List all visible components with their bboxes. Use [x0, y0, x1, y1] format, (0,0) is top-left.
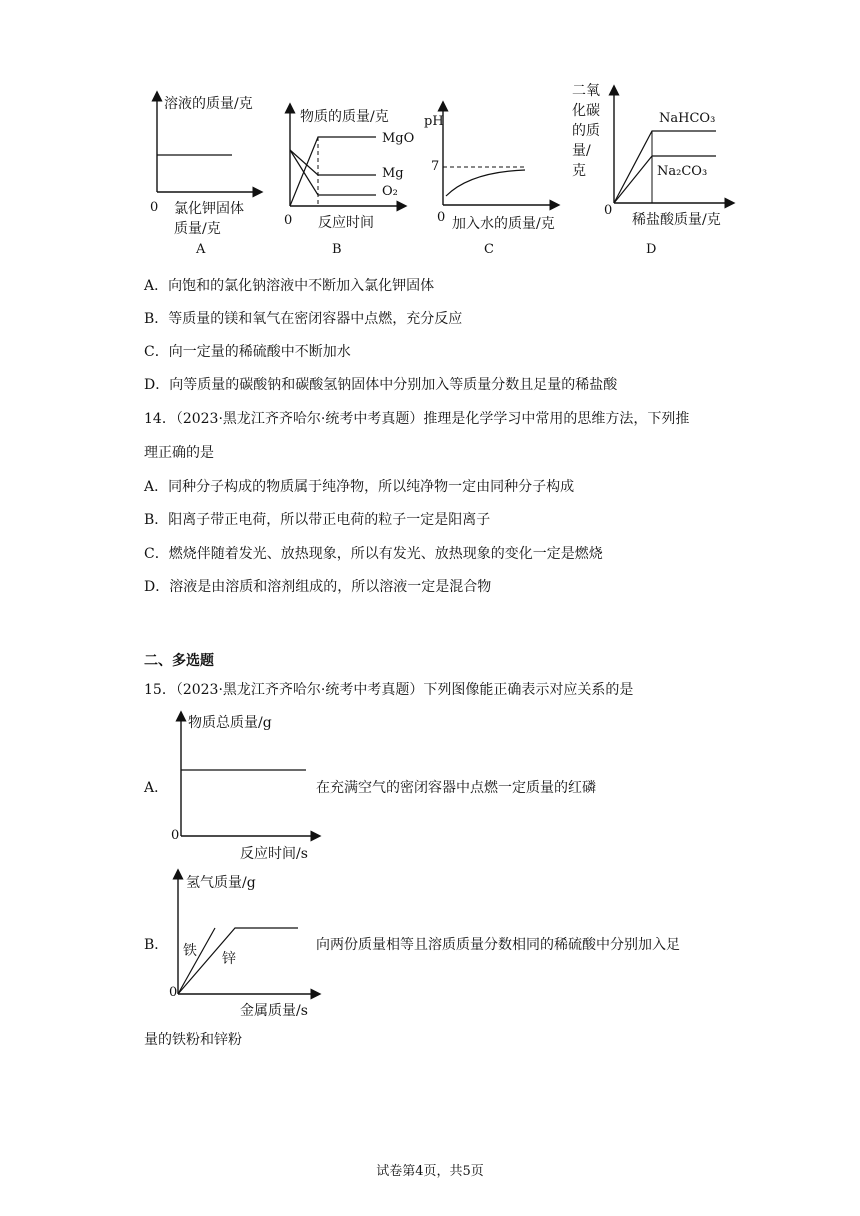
- figure-c-curve: [446, 170, 525, 196]
- figure-d-ylabel-2: 化碳: [572, 103, 600, 119]
- q15b-iron-label: 铁: [183, 943, 197, 959]
- figure-b-o2-curve: [290, 150, 376, 195]
- figure-a-xlabel-1: 氯化钾固体: [174, 201, 244, 217]
- q15-option-b-text-2: 量的铁粉和锌粉: [144, 1032, 242, 1048]
- figure-b-mg-label: Mg: [382, 166, 404, 181]
- q14-option-d: D．溶液是由溶质和溶剂组成的，所以溶液一定是混合物: [144, 579, 492, 595]
- q14-option-a: A．同种分子构成的物质属于纯净物，所以纯净物一定由同种分子构成: [144, 479, 575, 495]
- figure-d-xlabel: 稀盐酸质量/克: [632, 212, 721, 228]
- figure-d-caption: D: [646, 242, 657, 257]
- q13-option-a: A．向饱和的氯化钠溶液中不断加入氯化钾固体: [144, 278, 435, 294]
- page-footer: 试卷第4页，共5页: [376, 1164, 484, 1179]
- figure-c-ylabel: pH: [424, 114, 444, 129]
- q13-option-b: B．等质量的镁和氧气在密闭容器中点燃，充分反应: [144, 311, 463, 327]
- q13-option-c: C．向一定量的稀硫酸中不断加水: [144, 344, 351, 360]
- figure-a-xlabel-2: 质量/克: [174, 221, 221, 237]
- q15b-origin: 0: [169, 985, 178, 1000]
- q13-option-d: D．向等质量的碳酸钠和碳酸氢钠固体中分别加入等质量分数且足量的稀盐酸: [144, 377, 618, 393]
- figure-b-o2-label: O₂: [382, 184, 398, 199]
- figure-a-caption: A: [196, 242, 206, 257]
- figure-d-origin: 0: [604, 203, 613, 218]
- figure-d-nahco3-label: NaHCO₃: [659, 111, 716, 126]
- q15-stem: 15．（2023·黑龙江齐齐哈尔·统考中考真题）下列图像能正确表示对应关系的是: [144, 682, 634, 698]
- q14-option-c: C．燃烧伴随着发光、放热现象，所以有发光、放热现象的变化一定是燃烧: [144, 546, 603, 562]
- q15b-xlabel: 金属质量/s: [240, 1003, 308, 1019]
- q14-stem-line2: 理正确的是: [144, 445, 214, 461]
- q15b-zinc-label: 锌: [222, 951, 236, 967]
- figure-d-ylabel-4: 量/: [572, 143, 591, 159]
- figure-d-na2co3-label: Na₂CO₃: [657, 164, 708, 179]
- q15-option-b-letter: B．: [144, 937, 169, 953]
- q15-option-a-text: 在充满空气的密闭容器中点燃一定质量的红磷: [316, 780, 596, 796]
- q15a-origin: 0: [171, 828, 180, 843]
- figure-b-origin: 0: [284, 213, 293, 228]
- q15-option-a-letter: A．: [144, 780, 169, 796]
- figure-b-ylabel: 物质的质量/克: [300, 109, 389, 125]
- q15b-ylabel: 氢气质量/g: [186, 875, 256, 891]
- figure-b-xlabel: 反应时间: [318, 215, 374, 231]
- figure-b-mgo-label: MgO: [382, 131, 415, 146]
- figure-c-caption: C: [484, 242, 494, 257]
- q14-option-b: B．阳离子带正电荷，所以带正电荷的粒子一定是阳离子: [144, 512, 491, 528]
- figure-c-origin: 0: [437, 210, 446, 225]
- figure-d-ylabel-5: 克: [572, 163, 586, 179]
- figure-d-ylabel-1: 二氧: [572, 83, 600, 99]
- q15a-ylabel: 物质总质量/g: [188, 715, 272, 731]
- figure-d-ylabel-3: 的质: [572, 123, 600, 139]
- figure-b-caption: B: [332, 242, 342, 257]
- figure-a-origin: 0: [150, 200, 159, 215]
- figure-c-ref-value: 7: [431, 159, 440, 174]
- q15a-xlabel: 反应时间/s: [240, 846, 308, 862]
- q15-option-b-graph: [0, 0, 1, 1]
- q15b-iron-line: [178, 928, 215, 994]
- q14-stem-line1: 14．（2023·黑龙江齐齐哈尔·统考中考真题）推理是化学学习中常用的思维方法，下列推: [144, 411, 690, 427]
- q15-option-b-text-1: 向两份质量相等且溶质质量分数相同的稀硫酸中分别加入足: [316, 937, 680, 953]
- section-heading: 二、多选题: [144, 653, 214, 669]
- figure-c-xlabel: 加入水的质量/克: [452, 216, 555, 232]
- figure-a-ylabel: 溶液的质量/克: [164, 96, 253, 112]
